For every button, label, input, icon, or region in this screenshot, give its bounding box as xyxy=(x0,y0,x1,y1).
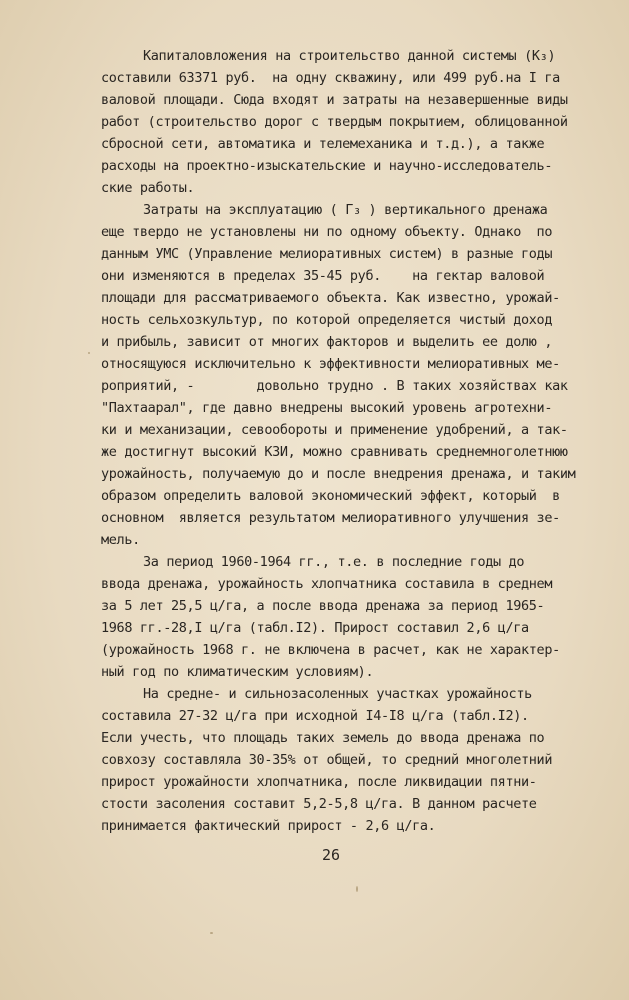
text-line: ввода дренажа, урожайность хлопчатника составила в среднем xyxy=(101,576,553,592)
text-line: Если учесть, что площадь таких земель до ввода дренажа по xyxy=(101,730,545,746)
text-line: прирост урожайности хлопчатника, после ликвидации пятни- xyxy=(101,774,537,790)
text-line: роприятий, - довольно трудно . В таких хозяйствах как xyxy=(101,378,568,394)
text-line: же достигнут высокий КЗИ, можно сравнивать среднемноголетнюю xyxy=(101,444,568,460)
text-line: относящуюся исключительно к эффективности мелиоративных ме- xyxy=(101,356,560,372)
text-line: На средне- и сильнозасоленных участках урожайность xyxy=(143,686,532,702)
text-line: валовой площади. Сюда входят и затраты на незавершенные виды xyxy=(101,92,568,108)
paper-speck xyxy=(356,886,358,892)
text-line: за 5 лет 25,5 ц/га, а после ввода дренажа за период 1965- xyxy=(101,598,545,614)
text-line: "Пахтаарал", где давно внедрены высокий уровень агротехни- xyxy=(101,400,553,416)
paper-speck xyxy=(210,932,213,934)
text-line: составила 27-32 ц/га при исходной I4-I8 ц/га (табл.I2). xyxy=(101,708,529,724)
paper-speck xyxy=(88,352,90,354)
text-line: основном является результатом мелиоративного улучшения зе- xyxy=(101,510,560,526)
text-line: они изменяются в пределах 35-45 руб. на гектар валовой xyxy=(101,268,545,284)
text-line: принимается фактический прирост - 2,6 ц/га. xyxy=(101,818,436,834)
text-line: образом определить валовой экономический эффект, который в xyxy=(101,488,560,504)
text-line: За период 1960-1964 гг., т.е. в последние годы до xyxy=(143,554,525,570)
text-line: площади для рассматриваемого объекта. Как известно, урожай- xyxy=(101,290,560,306)
text-line: урожайность, получаемую до и после внедрения дренажа, и таким xyxy=(101,466,576,482)
text-line: работ (строительство дорог с твердым покрытием, облицованной xyxy=(101,114,568,130)
text-line: (урожайность 1968 г. не включена в расчет, как не характер- xyxy=(101,642,560,658)
text-line: ские работы. xyxy=(101,180,195,196)
text-line: мель. xyxy=(101,532,140,548)
text-line: еще твердо не установлены ни по одному объекту. Однако по xyxy=(101,224,553,240)
text-line: сбросной сети, автоматика и телемеханика и т.д.), а также xyxy=(101,136,545,152)
text-line: составили 63371 руб. на одну скважину, или 499 руб.на I га xyxy=(101,70,560,86)
text-line: совхозу составляла 30-35% от общей, то средний многолетний xyxy=(101,752,553,768)
text-line: Капиталовложения на строительство данной системы (К₃) xyxy=(143,48,556,64)
text-line: стости засоления составит 5,2-5,8 ц/га. В данном расчете xyxy=(101,796,537,812)
text-line: 1968 гг.-28,I ц/га (табл.I2). Прирост составил 2,6 ц/га xyxy=(101,620,529,636)
text-line: ный год по климатическим условиям). xyxy=(101,664,374,680)
text-line: данным УМС (Управление мелиоративных систем) в разные годы xyxy=(101,246,553,262)
text-line: ки и механизации, севообороты и применение удобрений, а так- xyxy=(101,422,568,438)
page-number: 26 xyxy=(322,846,341,864)
text-line: и прибыль, зависит от многих факторов и выделить ее долю , xyxy=(101,334,553,350)
text-line: ность сельхозкультур, по которой определяется чистый доход xyxy=(101,312,553,328)
text-line: Затраты на эксплуатацию ( Г₃ ) вертикального дренажа xyxy=(143,202,548,218)
text-line: расходы на проектно-изыскательские и научно-исследователь- xyxy=(101,158,553,174)
